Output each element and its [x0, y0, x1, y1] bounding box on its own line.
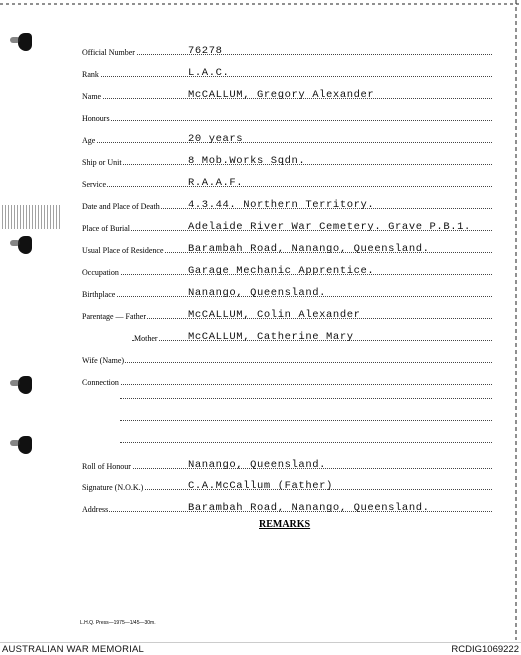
row-death: [82, 197, 492, 211]
punch-hole: [18, 236, 32, 254]
row-father: [82, 307, 492, 321]
label-roll-of-honour: Roll of Honour: [82, 462, 131, 471]
value-father: McCALLUM, Colin Alexander: [188, 309, 361, 321]
label-father: Parentage — Father: [82, 312, 146, 321]
label-wife: Wife (Name): [82, 356, 125, 365]
row-ship-or-unit: [82, 153, 492, 167]
label-official-number: Official Number: [82, 48, 135, 57]
label-mother: Mother: [134, 334, 158, 343]
footer-archive-name: AUSTRALIAN WAR MEMORIAL: [2, 644, 145, 655]
connection-line: [120, 420, 492, 421]
dotted-line: [82, 120, 492, 121]
row-age: [82, 131, 492, 145]
value-name: McCALLUM, Gregory Alexander: [188, 89, 375, 101]
row-service: [82, 175, 492, 189]
paper-smudge: [2, 205, 60, 229]
label-rank: Rank: [82, 70, 99, 79]
footer-record-id: RCDIG1069222: [451, 644, 519, 655]
label-honours: Honours: [82, 114, 110, 123]
row-burial: [82, 219, 492, 233]
row-honours: [82, 109, 492, 123]
value-occupation: Garage Mechanic Apprentice.: [188, 265, 375, 277]
dotted-line: [82, 362, 492, 363]
top-edge: [0, 3, 521, 5]
value-age: 20 years: [188, 133, 244, 145]
punch-hole: [18, 436, 32, 454]
value-residence: Barambah Road, Nanango, Queensland.: [188, 243, 430, 255]
row-occupation: [82, 263, 492, 277]
dotted-line: [82, 384, 492, 385]
value-death: 4.3.44. Northern Territory.: [188, 199, 375, 211]
row-roll-of-honour: [82, 457, 492, 471]
value-birthplace: Nanango, Queensland.: [188, 287, 327, 299]
label-name: Name: [82, 92, 102, 101]
punch-hole: [18, 33, 32, 51]
dotted-line: [82, 54, 492, 55]
row-connection: [82, 373, 492, 387]
row-mother: [82, 329, 492, 343]
connection-line: [120, 442, 492, 443]
punch-hole: [18, 376, 32, 394]
value-mother: McCALLUM, Catherine Mary: [188, 331, 354, 343]
row-wife: [82, 351, 492, 365]
dotted-line: [82, 142, 492, 143]
value-signature: C.A.McCallum (Father): [188, 480, 333, 492]
row-birthplace: [82, 285, 492, 299]
dotted-line: [82, 186, 492, 187]
label-address: Address: [82, 505, 109, 514]
row-signature: [82, 478, 492, 492]
label-burial: Place of Burial: [82, 224, 130, 233]
footer-bar: [0, 642, 521, 655]
value-service: R.A.A.F.: [188, 177, 244, 189]
row-official-number: [82, 43, 492, 57]
value-address: Barambah Road, Nanango, Queensland.: [188, 502, 430, 514]
value-official-number: 76278: [188, 45, 223, 57]
row-address: [82, 500, 492, 514]
label-death: Date and Place of Death: [82, 202, 160, 211]
value-rank: L.A.C.: [188, 67, 230, 79]
row-residence: [82, 241, 492, 255]
value-burial: Adelaide River War Cemetery. Grave P.B.1.: [188, 221, 471, 233]
label-service: Service: [82, 180, 106, 189]
label-ship-or-unit: Ship or Unit: [82, 158, 122, 167]
label-age: Age: [82, 136, 96, 145]
label-birthplace: Birthplace: [82, 290, 116, 299]
printer-note: L.H.Q. Press—1975—1/45—30m.: [80, 620, 156, 626]
row-rank: [82, 65, 492, 79]
label-residence: Usual Place of Residence: [82, 246, 164, 255]
label-occupation: Occupation: [82, 268, 119, 277]
right-edge: [515, 0, 517, 640]
value-ship-or-unit: 8 Mob.Works Sqdn.: [188, 155, 306, 167]
remarks-heading: REMARKS: [259, 519, 311, 530]
row-name: [82, 87, 492, 101]
value-roll-of-honour: Nanango, Queensland.: [188, 459, 327, 471]
connection-line: [120, 398, 492, 399]
label-connection: Connection: [82, 378, 119, 387]
label-signature: Signature (N.O.K.): [82, 483, 144, 492]
dotted-line: [82, 76, 492, 77]
